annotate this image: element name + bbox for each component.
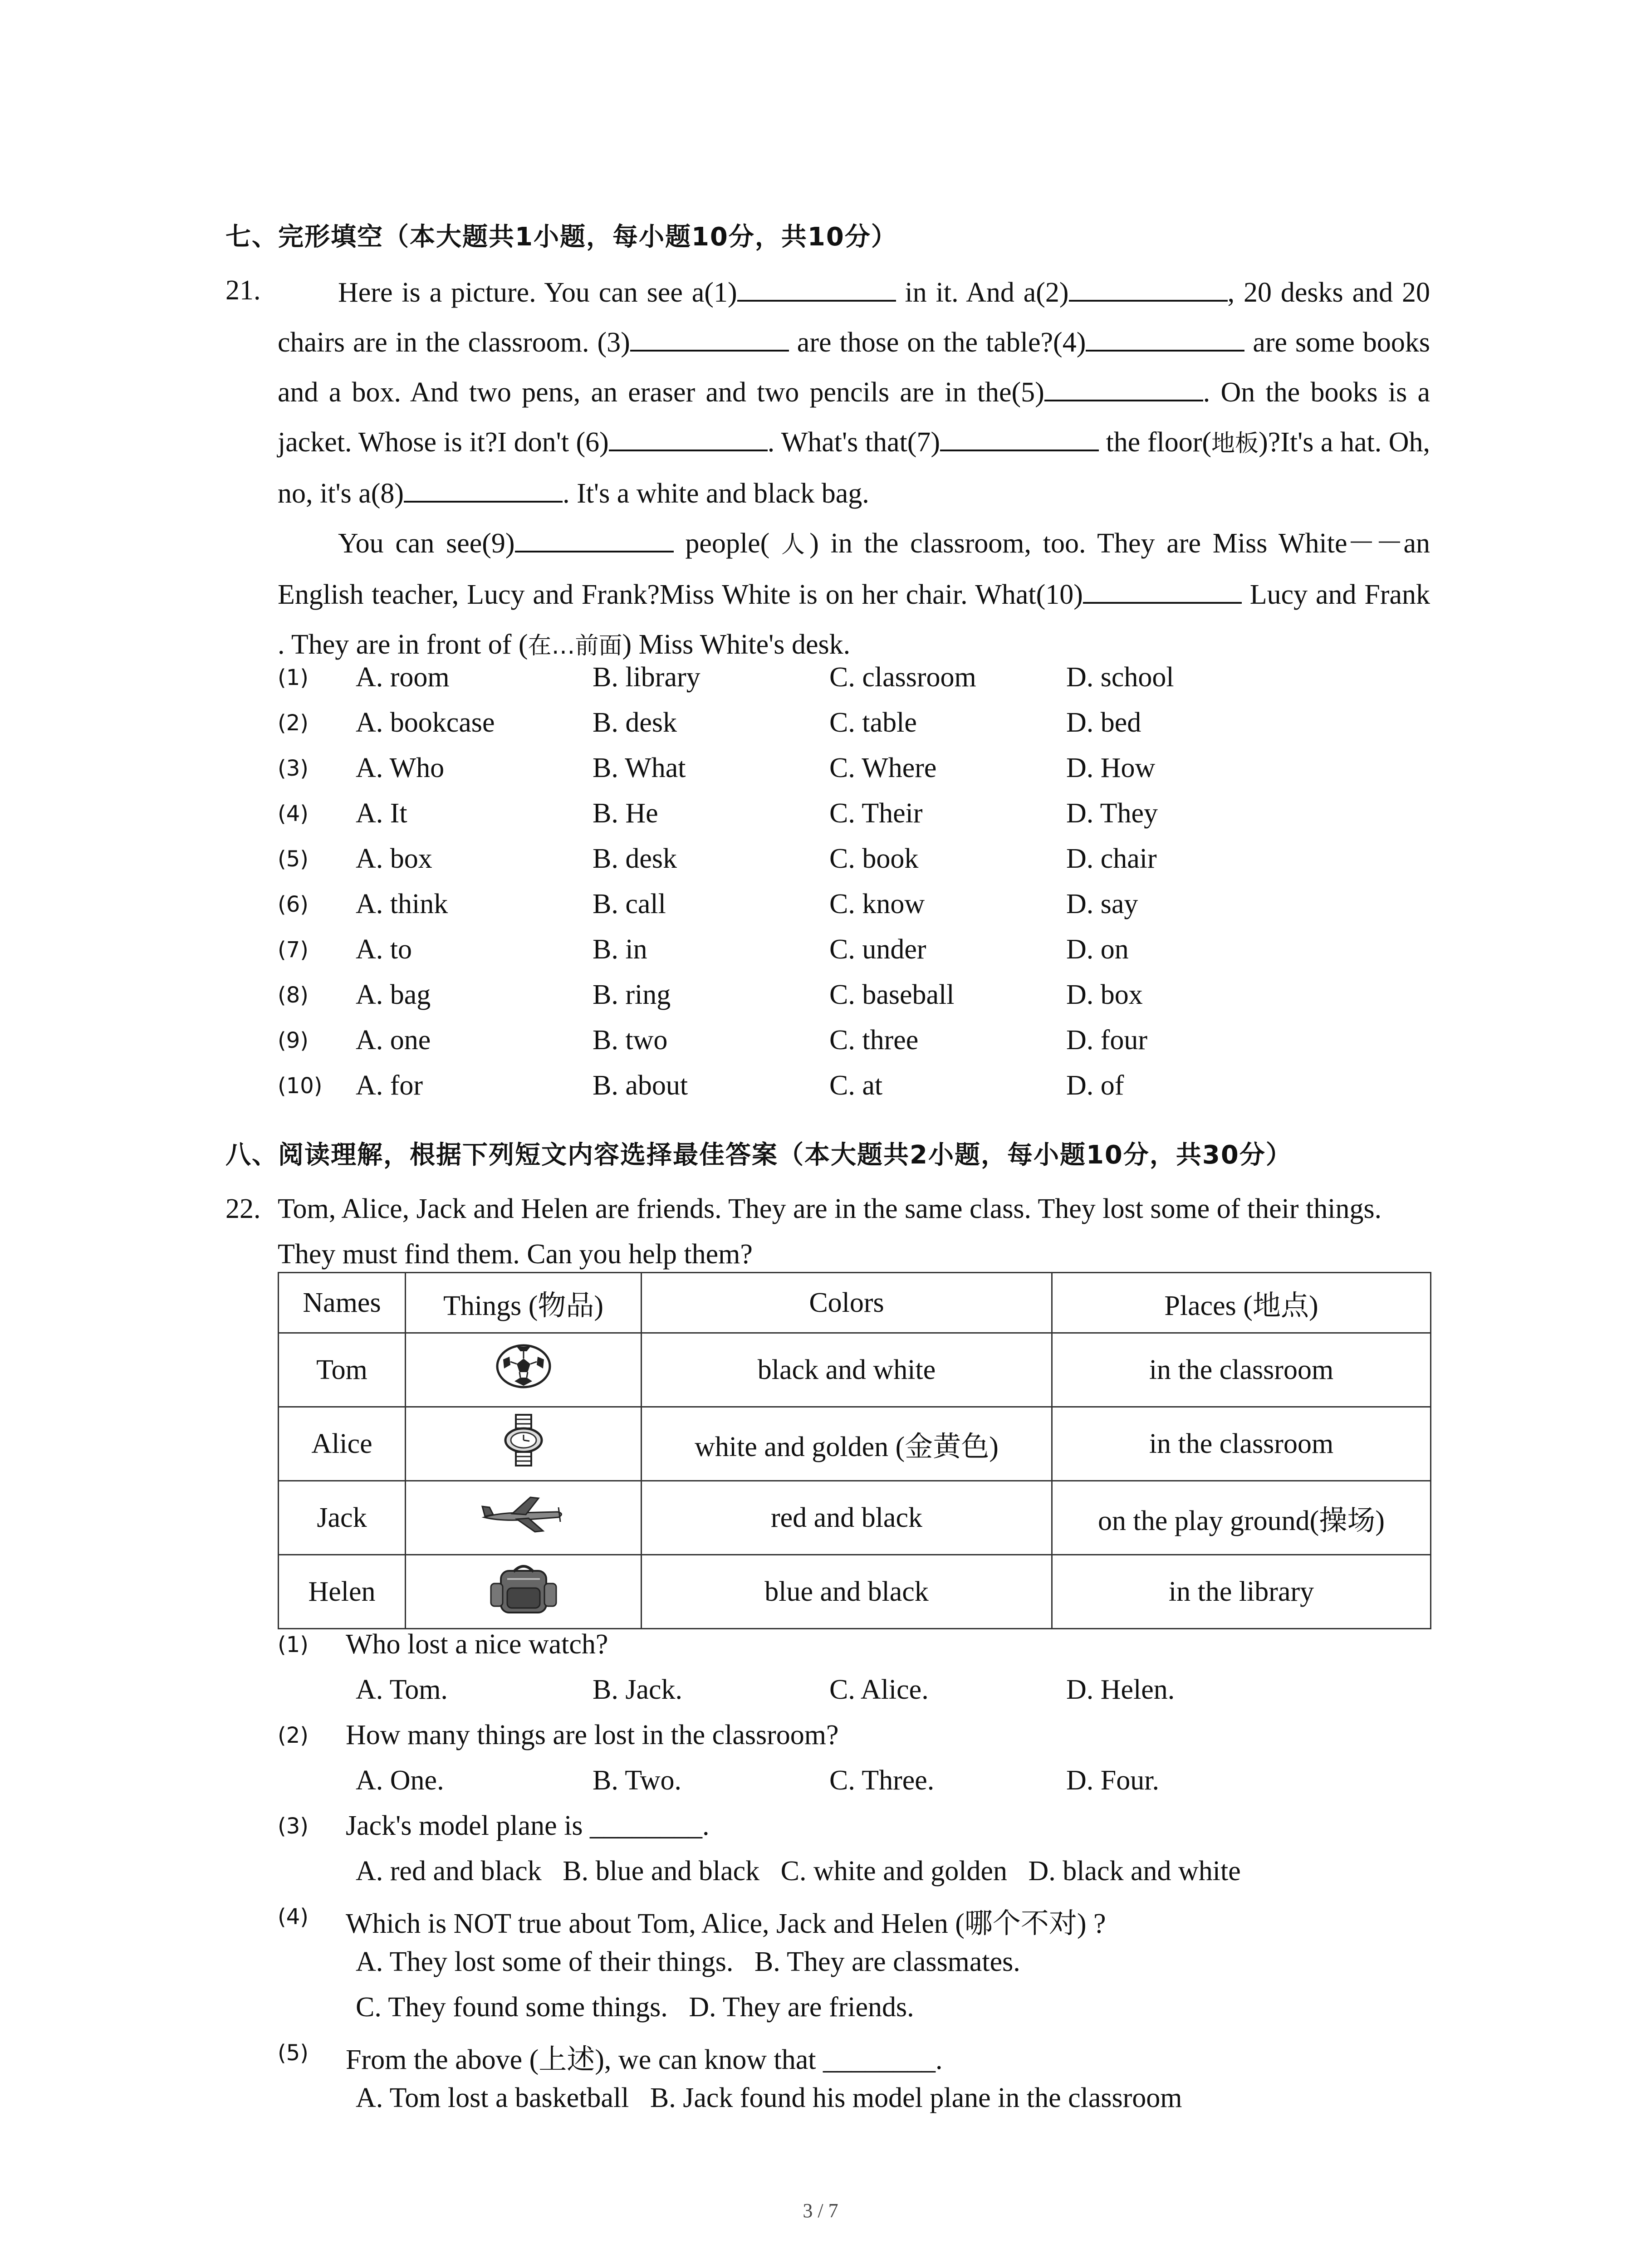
option-d[interactable]: D. They bbox=[1066, 798, 1158, 829]
option-c[interactable]: C. table bbox=[829, 707, 917, 738]
table-header-row bbox=[279, 1273, 1431, 1333]
option-d[interactable]: D. school bbox=[1066, 662, 1174, 693]
question-stem: (5) From the above (上述), we can know that ________. bbox=[278, 2040, 943, 2075]
name-cell: Alice bbox=[279, 1407, 406, 1481]
option-d[interactable]: D. on bbox=[1066, 934, 1129, 965]
option-d[interactable]: D. bed bbox=[1066, 707, 1141, 738]
answer-blank-9[interactable] bbox=[515, 529, 674, 552]
thing-cell bbox=[406, 1407, 642, 1481]
question-options bbox=[278, 1991, 1430, 2037]
option-a[interactable]: A. It bbox=[356, 798, 407, 829]
cloze-options bbox=[278, 661, 1412, 1115]
option-row: (1) A. room B. library C. classroom D. school bbox=[278, 662, 1174, 693]
answer-blank-6[interactable] bbox=[609, 428, 768, 451]
option-b[interactable]: B. about bbox=[593, 1070, 688, 1101]
option-c[interactable]: C. Alice. bbox=[829, 1674, 929, 1705]
option-c[interactable]: C. under bbox=[829, 934, 926, 965]
option-row: (2) A. bookcase B. desk C. table D. bed bbox=[278, 707, 1141, 738]
option-c[interactable]: C. know bbox=[829, 889, 925, 919]
option-row: (6) A. think B. call C. know D. say bbox=[278, 889, 1138, 919]
option-a[interactable]: A. box bbox=[356, 843, 432, 874]
option-a[interactable]: A. bookcase bbox=[356, 707, 495, 738]
answer-blank-3[interactable] bbox=[630, 328, 789, 352]
place-cell: on the play ground(操场) bbox=[1052, 1481, 1431, 1555]
section-8-heading: 八、阅读理解，根据下列短文内容选择最佳答案（本大题共2小题，每小题10分，共30分） bbox=[225, 1140, 1292, 1170]
option-a[interactable]: A. for bbox=[356, 1070, 423, 1101]
page-number: 3 / 7 bbox=[803, 2200, 838, 2222]
option-row: (7) A. to B. in C. under D. on bbox=[278, 934, 1129, 965]
option-b[interactable]: B. He bbox=[593, 798, 658, 829]
option-line[interactable]: A. They lost some of their things. B. They are classmates. bbox=[356, 1946, 1020, 1977]
option-b[interactable]: B. Two. bbox=[593, 1765, 682, 1796]
option-d[interactable]: D. How bbox=[1066, 753, 1156, 783]
option-d[interactable]: D. say bbox=[1066, 889, 1138, 919]
option-row: (3) A. Who B. What C. Where D. How bbox=[278, 753, 1156, 783]
option-row: (8) A. bag B. ring C. baseball D. box bbox=[278, 979, 1143, 1010]
option-b[interactable]: B. desk bbox=[593, 843, 677, 874]
table-row bbox=[279, 1333, 1431, 1407]
option-line[interactable]: C. They found some things. D. They are friends. bbox=[356, 1992, 914, 2023]
option-a[interactable]: A. think bbox=[356, 889, 448, 919]
option-b[interactable]: B. in bbox=[593, 934, 647, 965]
passage-paragraph-2: You can see(9) people( 人) in the classroom, too. They are Miss White－－an English teacher, Lucy and Frank?Miss White is on her chair. What(10) Lucy and Frank . They are in front of (在…前面) Miss White's desk. bbox=[278, 528, 1430, 660]
table-header: Colors bbox=[642, 1273, 1052, 1333]
option-c[interactable]: C. book bbox=[829, 843, 919, 874]
thing-cell bbox=[406, 1555, 642, 1629]
section-7-heading: 七、完形填空（本大题共1小题，每小题10分，共10分） bbox=[225, 222, 897, 252]
table-row bbox=[279, 1555, 1431, 1629]
option-row: (4) A. It B. He C. Their D. They bbox=[278, 798, 1158, 829]
option-d[interactable]: D. of bbox=[1066, 1070, 1124, 1101]
option-b[interactable]: B. library bbox=[593, 662, 700, 693]
option-c[interactable]: C. classroom bbox=[829, 662, 976, 693]
place-cell: in the classroom bbox=[1052, 1407, 1431, 1481]
model-plane-icon bbox=[480, 1494, 567, 1535]
option-row: (5) A. box B. desk C. book D. chair bbox=[278, 843, 1157, 874]
question-stem: (3) Jack's model plane is ________. bbox=[278, 1810, 710, 1841]
option-b[interactable]: B. What bbox=[593, 753, 686, 783]
answer-blank-5[interactable] bbox=[1044, 378, 1203, 401]
soccer-ball-icon bbox=[494, 1341, 553, 1391]
answer-blank-8[interactable] bbox=[404, 479, 563, 503]
option-row: (9) A. one B. two C. three D. four bbox=[278, 1025, 1148, 1056]
option-c[interactable]: C. Three. bbox=[829, 1765, 935, 1796]
option-d[interactable]: D. Helen. bbox=[1066, 1674, 1175, 1705]
passage-paragraph-1: Here is a picture. You can see a(1) in it. And a(2) , 20 desks and 20 chairs are in the classroom. (3) are those on the table?(4) are some books and a box. And two pens, an eraser and two pencils are in the(5) . On the books is a jacket. Whose is it?I don't (6) . What's that(7) the floor(地板)?It's a hat. Oh, no, it's a(8) . It's a white and black bag. bbox=[278, 277, 1430, 509]
name-cell: Helen bbox=[279, 1555, 406, 1629]
reading-intro: Tom, Alice, Jack and Helen are friends. They are in the same class. They lost some of their things. They must find them. Can you help them? bbox=[278, 1193, 1382, 1270]
option-b[interactable]: B. Jack. bbox=[593, 1674, 683, 1705]
question-stem: (4) Which is NOT true about Tom, Alice, Jack and Helen (哪个不对) ? bbox=[278, 1904, 1106, 1939]
option-b[interactable]: B. call bbox=[593, 889, 666, 919]
name-cell: Tom bbox=[279, 1333, 406, 1407]
question-stem: (2) How many things are lost in the classroom? bbox=[278, 1720, 839, 1750]
question-stem: (1) Who lost a nice watch? bbox=[278, 1629, 608, 1660]
color-cell: red and black bbox=[642, 1481, 1052, 1555]
option-c[interactable]: C. Where bbox=[829, 753, 937, 783]
thing-cell bbox=[406, 1481, 642, 1555]
option-a[interactable]: A. to bbox=[356, 934, 412, 965]
question-options bbox=[278, 1946, 1430, 1991]
option-line[interactable]: A. Tom lost a basketball B. Jack found his model plane in the classroom bbox=[356, 2082, 1182, 2113]
option-a[interactable]: A. room bbox=[356, 662, 450, 693]
option-b[interactable]: B. ring bbox=[593, 979, 671, 1010]
lost-things-table bbox=[278, 1272, 1431, 1629]
answer-blank-10[interactable] bbox=[1083, 580, 1242, 604]
cloze-passage bbox=[278, 268, 1430, 671]
color-cell: white and golden (金黄色) bbox=[642, 1407, 1052, 1481]
color-cell: black and white bbox=[642, 1333, 1052, 1407]
place-cell: in the library bbox=[1052, 1555, 1431, 1629]
question-options bbox=[278, 1765, 1430, 1810]
question-22-number: 22. bbox=[225, 1193, 261, 1224]
question-options bbox=[278, 1855, 1430, 1901]
answer-blank-2[interactable] bbox=[1069, 278, 1228, 302]
color-cell: blue and black bbox=[642, 1555, 1052, 1629]
reading-questions bbox=[278, 1628, 1430, 2127]
option-d[interactable]: D. chair bbox=[1066, 843, 1157, 874]
question-options bbox=[278, 2082, 1430, 2127]
backpack-icon bbox=[487, 1561, 560, 1615]
question-options bbox=[278, 1674, 1430, 1719]
option-d[interactable]: D. box bbox=[1066, 979, 1143, 1010]
option-b[interactable]: B. desk bbox=[593, 707, 677, 738]
option-a[interactable]: A. Tom. bbox=[356, 1674, 448, 1705]
name-cell: Jack bbox=[279, 1481, 406, 1555]
option-b[interactable]: B. two bbox=[593, 1025, 668, 1056]
option-line[interactable]: A. red and black B. blue and black C. white and golden D. black and white bbox=[356, 1856, 1241, 1887]
option-c[interactable]: C. Their bbox=[829, 798, 923, 829]
option-a[interactable]: A. bag bbox=[356, 979, 431, 1010]
option-row: (10) A. for B. about C. at D. of bbox=[278, 1070, 1124, 1101]
table-header: Places (地点) bbox=[1052, 1273, 1431, 1333]
option-a[interactable]: A. Who bbox=[356, 753, 445, 783]
table-header: Things (物品) bbox=[406, 1273, 642, 1333]
place-cell: in the classroom bbox=[1052, 1333, 1431, 1407]
answer-blank-4[interactable] bbox=[1086, 328, 1244, 352]
option-c[interactable]: C. at bbox=[829, 1070, 883, 1101]
table-row bbox=[279, 1407, 1431, 1481]
option-d[interactable]: D. Four. bbox=[1066, 1765, 1159, 1796]
option-c[interactable]: C. baseball bbox=[829, 979, 955, 1010]
table-row bbox=[279, 1481, 1431, 1555]
question-21-number: 21. bbox=[225, 275, 261, 306]
option-a[interactable]: A. One. bbox=[356, 1765, 444, 1796]
thing-cell bbox=[406, 1333, 642, 1407]
answer-blank-7[interactable] bbox=[940, 428, 1099, 451]
answer-blank-1[interactable] bbox=[737, 278, 896, 302]
option-a[interactable]: A. one bbox=[356, 1025, 431, 1056]
table-header: Names bbox=[279, 1273, 406, 1333]
option-c[interactable]: C. three bbox=[829, 1025, 919, 1056]
option-d[interactable]: D. four bbox=[1066, 1025, 1148, 1056]
watch-icon bbox=[499, 1413, 549, 1467]
